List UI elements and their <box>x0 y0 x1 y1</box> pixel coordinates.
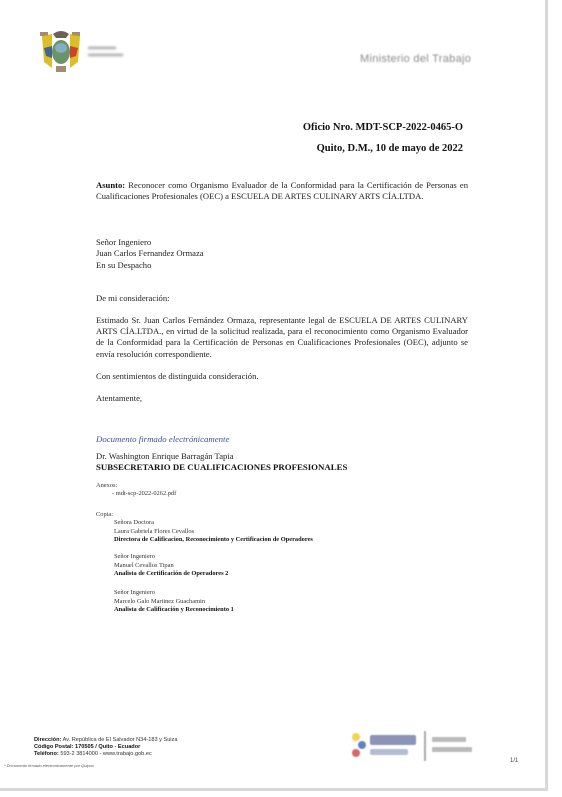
footer-address-block <box>34 737 177 759</box>
page-number: 1/1 <box>510 758 519 764</box>
phone-value: 593-2 3814000 - www.trabajo.gob.ec <box>60 751 152 758</box>
recipient-honorific: Señor Ingeniero <box>96 237 152 247</box>
recipient-location: En su Despacho <box>96 259 152 270</box>
subject-label: Asunto: <box>96 180 126 190</box>
copy-recipient <box>114 589 234 615</box>
copy-recipient <box>114 519 313 545</box>
copy-role: Analista de Calificación y Reconocimiento 1 <box>114 606 234 614</box>
recipient-name: Juan Carlos Fernandez Ormaza <box>96 248 204 259</box>
signer-name: Dr. Washington Enrique Barragán Tapia <box>96 451 234 461</box>
copy-role: Analista de Certificación de Operadores 2 <box>114 570 229 578</box>
main-paragraph: Estimado Sr. Juan Carlos Fernández Ormaza, representante legal de ESCUELA DE ARTES CULINARY ARTS CÍA.LTDA., en virtud de la solicitud realizada, para el reconocimiento como Organismo Evaluador de la Conformidad para la Certificación de Personas en Cualificaciones Profesionales (OEC), adjunto se envía resolución correspondiente. <box>96 315 468 359</box>
closing-line: Con sentimientos de distinguida consideración. <box>96 371 259 381</box>
copy-role: Directora de Calificacion, Reconocimiento y Certificacion de Operadores <box>114 536 313 544</box>
copy-recipient <box>114 553 228 579</box>
copy-name: Marcelo Galo Martinez Guachamin <box>114 597 206 605</box>
postal-label: Código Postal: <box>34 744 74 751</box>
coat-of-arms-logo <box>38 28 84 80</box>
subject-text: Reconocer como Organismo Evaluador de la Conformidad para la Certificación de Personas en Cualificaciones Profesionales (OEC) a ESCUELA DE ARTES CULINARY ARTS CÍA.LTDA. <box>96 180 468 202</box>
signer-title: SUBSECRETARIO DE CUALIFICACIONES PROFESIONALES <box>96 462 348 472</box>
phone-label: Teléfono: <box>34 751 59 758</box>
annex-item[interactable]: - mdt-scp-2022-0262.pdf <box>112 490 177 497</box>
copy-name: Laura Gabriela Flores Cevallos <box>114 527 195 535</box>
regards-line: Atentamente, <box>96 393 143 403</box>
coat-label-blurred: ▬▬▬▬ ▬▬▬▬▬ <box>88 44 123 58</box>
signed-note: Documento firmado electrónicamente <box>96 434 230 444</box>
greeting: De mi consideración: <box>96 293 170 303</box>
copy-honorific: Señor Ingeniero <box>114 553 155 560</box>
copies-label: Copia: <box>96 511 114 518</box>
recipient-block <box>96 237 468 271</box>
address-label: Dirección: <box>34 737 62 743</box>
copy-honorific: Señor Ingeniero <box>114 589 155 596</box>
annexes-label: Anexos: <box>96 482 118 489</box>
quipux-note: * Documento firmado electrónicamente por Quipux <box>4 763 94 768</box>
postal-value: 170505 / Quito - Ecuador <box>75 744 141 751</box>
copy-name: Manuel Cevallos Tipan <box>114 561 174 569</box>
copy-honorific: Señora Doctora <box>114 519 154 526</box>
subject-paragraph <box>96 180 468 202</box>
government-logo <box>348 727 496 765</box>
oficio-number: Oficio Nro. MDT-SCP-2022-0465-O <box>302 122 463 133</box>
address-value: Av. República de El Salvador N34-183 y Suiza <box>62 737 178 743</box>
ministry-name: Ministerio del Trabajo <box>360 53 472 65</box>
city-date: Quito, D.M., 10 de mayo de 2022 <box>316 143 463 154</box>
